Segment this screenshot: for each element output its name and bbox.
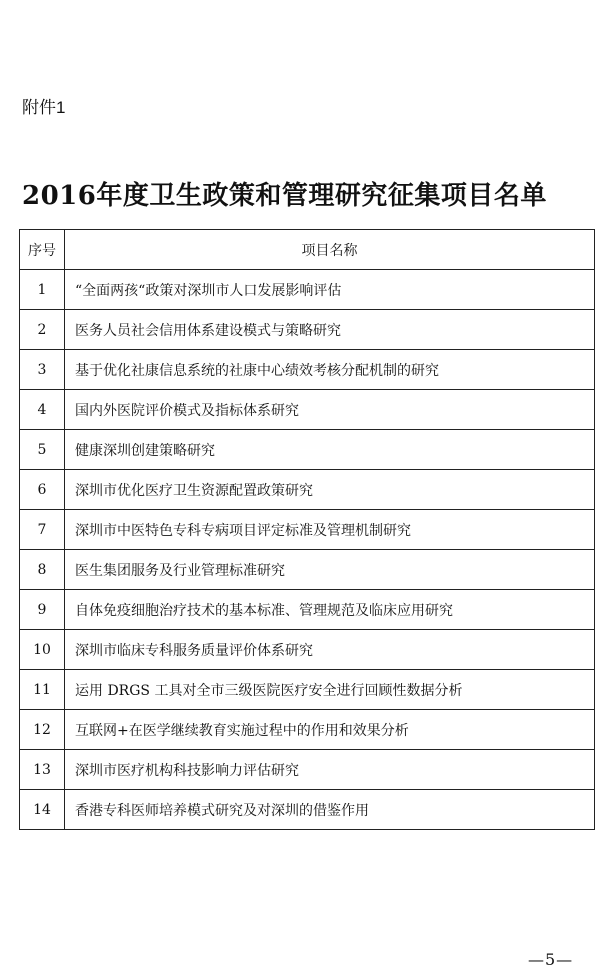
row-project-name: 深圳市医疗机构科技影响力评估研究	[65, 750, 595, 790]
row-project-name: 基于优化社康信息系统的社康中心绩效考核分配机制的研究	[65, 350, 595, 390]
table-row	[20, 750, 595, 790]
row-project-name: 深圳市优化医疗卫生资源配置政策研究	[65, 470, 595, 510]
document-title: 2016年度卫生政策和管理研究征集项目名单	[22, 181, 547, 211]
header-project-name: 项目名称	[65, 230, 595, 270]
header-number: 序号	[20, 230, 65, 270]
row-number: 13	[20, 750, 65, 790]
row-number: 11	[20, 670, 65, 710]
row-project-name: 自体免疫细胞治疗技术的基本标准、管理规范及临床应用研究	[65, 590, 595, 630]
table-row	[20, 350, 595, 390]
row-project-name: 健康深圳创建策略研究	[65, 430, 595, 470]
row-number: 8	[20, 550, 65, 590]
table-row	[20, 270, 595, 310]
row-project-name: 深圳市临床专科服务质量评价体系研究	[65, 630, 595, 670]
row-project-name: 互联网+在医学继续教育实施过程中的作用和效果分析	[65, 710, 595, 750]
table-row	[20, 470, 595, 510]
row-number: 2	[20, 310, 65, 350]
table-row	[20, 670, 595, 710]
row-number: 3	[20, 350, 65, 390]
row-project-name: 医务人员社会信用体系建设模式与策略研究	[65, 310, 595, 350]
row-number: 6	[20, 470, 65, 510]
row-project-name: 医生集团服务及行业管理标准研究	[65, 550, 595, 590]
table-row	[20, 510, 595, 550]
row-number: 5	[20, 430, 65, 470]
row-number: 9	[20, 590, 65, 630]
table-row	[20, 550, 595, 590]
row-project-name: 国内外医院评价模式及指标体系研究	[65, 390, 595, 430]
row-number: 10	[20, 630, 65, 670]
table-row	[20, 710, 595, 750]
table-row	[20, 790, 595, 830]
table-row	[20, 630, 595, 670]
row-project-name: 运用 DRGS 工具对全市三级医院医疗安全进行回顾性数据分析	[65, 670, 595, 710]
page-number: —5—	[528, 950, 574, 969]
row-project-name: 香港专科医师培养模式研究及对深圳的借鉴作用	[65, 790, 595, 830]
row-project-name: 深圳市中医特色专科专病项目评定标准及管理机制研究	[65, 510, 595, 550]
table-header-row	[20, 230, 595, 270]
row-number: 14	[20, 790, 65, 830]
row-number: 12	[20, 710, 65, 750]
row-number: 4	[20, 390, 65, 430]
row-number: 7	[20, 510, 65, 550]
row-number: 1	[20, 270, 65, 310]
project-table	[19, 229, 595, 830]
table-row	[20, 390, 595, 430]
table-row	[20, 430, 595, 470]
table-row	[20, 310, 595, 350]
row-project-name: “全面两孩“政策对深圳市人口发展影响评估	[65, 270, 595, 310]
table-row	[20, 590, 595, 630]
attachment-label: 附件1	[22, 98, 66, 117]
